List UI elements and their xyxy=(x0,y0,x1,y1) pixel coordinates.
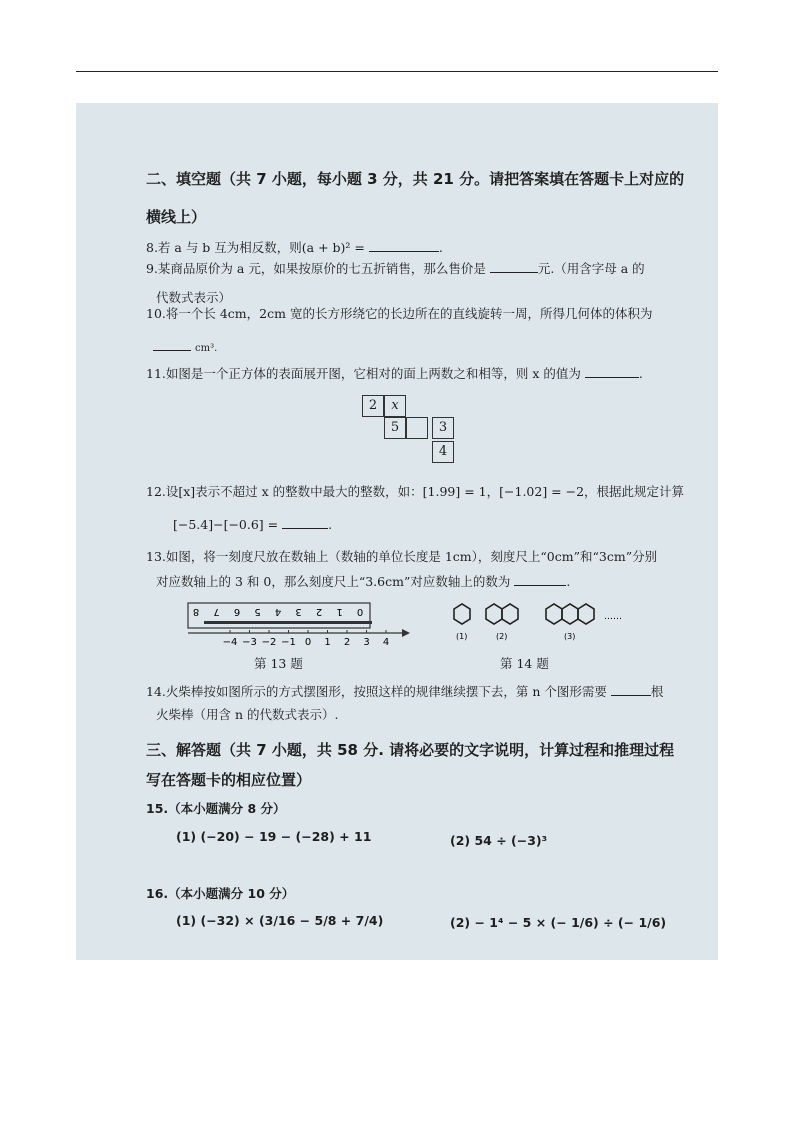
axis-tick-label: 3 xyxy=(363,637,370,647)
answer-blank[interactable] xyxy=(585,365,639,378)
axis-tick-label: 4 xyxy=(382,637,390,647)
ruler-tick-label: 3 xyxy=(295,606,302,617)
question-15-part-2: (2) 54 ÷ (−3)³ xyxy=(450,833,548,848)
hexagon-shape xyxy=(486,604,502,624)
net-cell: 4 xyxy=(432,441,454,463)
section2-title-cont: 横线上） xyxy=(146,208,207,226)
ruler-tick-labels xyxy=(193,606,363,617)
net-cell: 2 xyxy=(362,395,384,417)
ruler-tick-label: 6 xyxy=(233,606,241,617)
hexagon-pattern-figure xyxy=(446,599,646,647)
question-14: 14.火柴棒按如图所示的方式摆图形，按照这样的规律继续摆下去，第 n 个图形需要 根 xyxy=(146,684,664,699)
fig-label: (3) xyxy=(564,632,576,641)
section2-title: 二、填空题（共 7 小题，每小题 3 分，共 21 分。请把答案填在答题卡上对应的 xyxy=(146,170,685,188)
answer-blank[interactable] xyxy=(490,260,538,273)
section3-title-cont: 写在答题卡的相应位置） xyxy=(146,771,312,789)
question-10-cont: cm³. xyxy=(153,338,217,357)
fig-label: (2) xyxy=(496,632,508,641)
net-cell: 3 xyxy=(432,417,454,439)
answer-blank[interactable] xyxy=(369,239,439,252)
net-cell: 5 xyxy=(384,417,406,439)
answer-blank[interactable] xyxy=(514,573,566,586)
axis-arrow xyxy=(402,629,410,637)
axis-tick-label: 0 xyxy=(304,637,312,647)
ellipsis: …… xyxy=(604,612,622,622)
fig-label: (1) xyxy=(456,632,468,641)
ruler-tick-label: 2 xyxy=(315,606,323,617)
axis-tick-label: −4 xyxy=(222,637,238,647)
question-15-title: 15.（本小题满分 8 分） xyxy=(146,801,286,816)
ruler-edge xyxy=(204,621,372,624)
net-cell xyxy=(406,417,428,439)
question-8: 8.若 a 与 b 互为相反数，则(a + b)² = . xyxy=(146,240,443,255)
header-rule xyxy=(76,71,718,72)
axis-tick-label: −1 xyxy=(281,637,296,647)
axis-tick-label: −3 xyxy=(242,637,257,647)
question-9-cont: 代数式表示） xyxy=(156,290,232,305)
question-14-cont: 火柴棒（用含 n 的代数式表示）. xyxy=(156,707,339,722)
hexagon-shape xyxy=(454,604,470,624)
hexagon-shape xyxy=(502,604,518,624)
axis-tick-label: −2 xyxy=(261,637,277,647)
question-12: 12.设[x]表示不超过 x 的整数中最大的整数，如：[1.99] = 1，[−1.02] = −2，根据此规定计算 xyxy=(146,484,685,499)
hexagon-shape xyxy=(562,604,578,624)
question-13: 13.如图，将一刻度尺放在数轴上（数轴的单位长度是 1cm），刻度尺上“0cm”和“3cm”分别 xyxy=(146,549,658,564)
question-11: 11.如图是一个正方体的表面展开图，它相对的面上两数之和相等，则 x 的值为 . xyxy=(146,366,643,381)
ruler-tick-label: 8 xyxy=(192,606,200,617)
axis-tick-label: 2 xyxy=(343,637,351,647)
question-10: 10.将一个长 4cm，2cm 宽的长方形绕它的长边所在的直线旋转一周，所得几何体的体积为 xyxy=(146,306,653,321)
ruler-number-line-figure xyxy=(184,597,416,647)
q8-text: 8.若 a 与 b 互为相反数，则(a + b)² = xyxy=(146,240,365,255)
exam-photo xyxy=(76,103,718,960)
ruler-tick-label: 5 xyxy=(254,606,261,617)
ruler-tick-label: 7 xyxy=(213,606,220,617)
ruler-tick-label: 4 xyxy=(274,606,282,617)
question-15-part-1: (1) (−20) − 19 − (−28) + 11 xyxy=(176,829,372,844)
ruler-tick-label: 0 xyxy=(356,606,364,617)
hexagon-shape xyxy=(578,604,594,624)
ruler-tick-label: 1 xyxy=(336,606,343,617)
question-12-cont: [−5.4]−[−0.6] = . xyxy=(173,517,333,532)
question-16-part-1: (1) (−32) × (3/16 − 5/8 + 7/4) xyxy=(176,913,384,928)
answer-blank[interactable] xyxy=(153,338,191,351)
answer-blank[interactable] xyxy=(282,516,328,529)
section3-title: 三、解答题（共 7 小题，共 58 分. 请将必要的文字说明，计算过程和推理过程 xyxy=(146,741,675,759)
question-9: 9.某商品原价为 a 元，如果按原价的七五折销售，那么售价是 元.（用含字母 a 的 xyxy=(146,261,645,276)
question-13-cont: 对应数轴上的 3 和 0，那么刻度尺上“3.6cm”对应数轴上的数为 . xyxy=(156,574,571,589)
answer-blank[interactable] xyxy=(611,683,651,696)
hexagon-shape xyxy=(546,604,562,624)
figure-13-caption: 第 13 题 xyxy=(254,656,303,671)
question-16-part-2: (2) − 1⁴ − 5 × (− 1/6) ÷ (− 1/6) xyxy=(450,915,667,930)
figure-14-caption: 第 14 题 xyxy=(500,656,549,671)
axis-tick-label: 1 xyxy=(324,637,331,647)
question-16-title: 16.（本小题满分 10 分） xyxy=(146,886,295,901)
net-cell: x xyxy=(384,395,406,417)
